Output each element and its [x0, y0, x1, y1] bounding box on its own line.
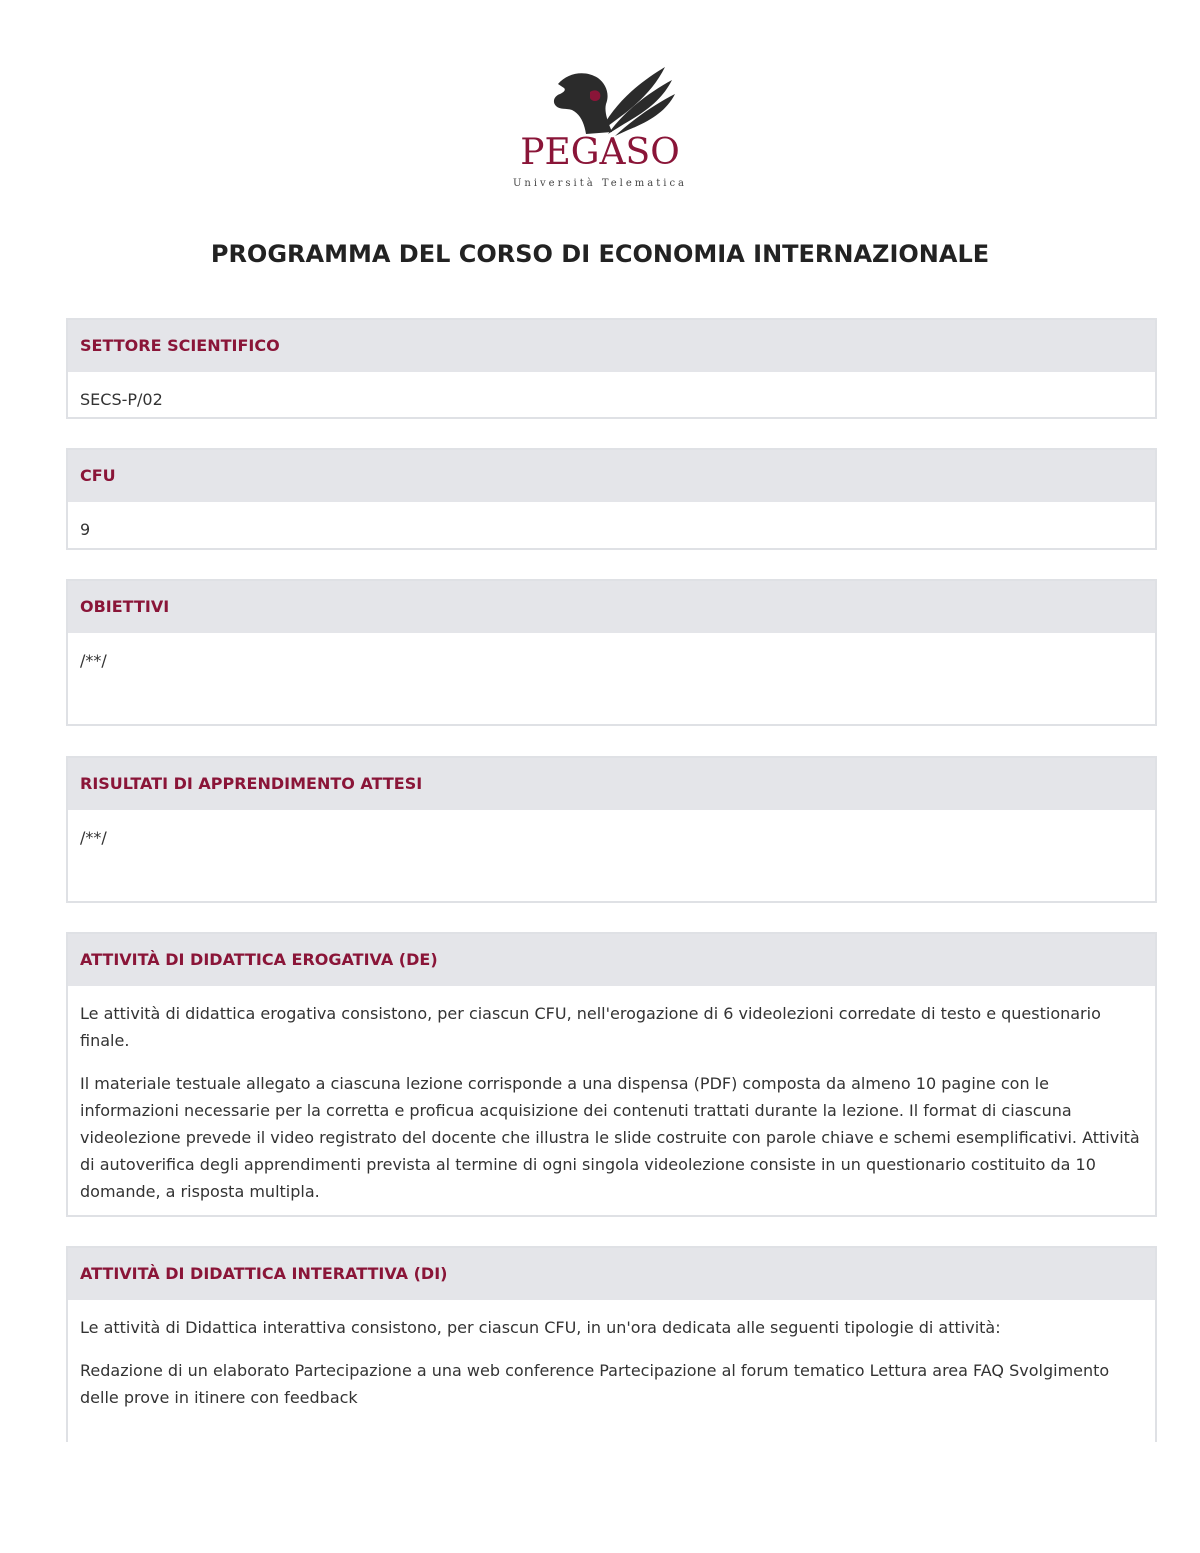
section-heading: SETTORE SCIENTIFICO	[68, 320, 1155, 372]
section-paragraph: Redazione di un elaborato Partecipazione a una web conference Partecipazione al forum tematico Lettura area FAQ Svolgimento delle prove in itinere con feedback	[80, 1361, 1110, 1407]
section-paragraph: Le attività di didattica erogativa consistono, per ciascun CFU, nell'erogazione di 6 videolezioni corredate di testo e questionario finale.	[80, 1004, 1101, 1050]
section-paragraph: Le attività di Didattica interattiva consistono, per ciascun CFU, in un'ora dedicata alle seguenti tipologie di attività:	[80, 1318, 1001, 1337]
section-heading: ATTIVITÀ DI DIDATTICA EROGATIVA (DE)	[68, 934, 1155, 986]
section-heading: RISULTATI DI APPRENDIMENTO ATTESI	[68, 758, 1155, 810]
section-paragraph: SECS-P/02	[80, 390, 163, 409]
section-body	[68, 633, 1155, 686]
section-paragraph: /**/	[80, 651, 107, 670]
section-settore-scientifico	[66, 318, 1157, 419]
section-paragraph: 9	[80, 520, 91, 539]
section-didattica-erogativa	[66, 932, 1157, 1217]
section-obiettivi	[66, 579, 1157, 726]
section-heading: OBIETTIVI	[68, 581, 1155, 633]
section-risultati-apprendimento	[66, 756, 1157, 903]
section-body	[68, 1300, 1155, 1423]
brand-subtitle: Università Telematica	[512, 178, 688, 189]
section-body	[68, 986, 1155, 1217]
section-heading: ATTIVITÀ DI DIDATTICA INTERATTIVA (DI)	[68, 1248, 1155, 1300]
section-heading: CFU	[68, 450, 1155, 502]
section-paragraph: Il materiale testuale allegato a ciascuna lezione corrisponde a una dispensa (PDF) composta da almeno 10 pagine con le informazioni necessarie per la corretta e proficua acquisizione dei contenuti trattati durante la lezione. Il format di ciascuna videolezione prevede il video registrato del docente che illustra le slide costruite con parole chiave e schemi esemplificativi. Attività di autoverifica degli apprendimenti prevista al termine di ogni singola videolezione consiste in un questionario costituito da 10 domande, a risposta multipla.	[80, 1074, 1140, 1201]
section-body	[68, 372, 1155, 425]
brand-name: PEGASO	[520, 132, 680, 173]
winged-horse-icon	[520, 62, 690, 137]
section-body	[68, 810, 1155, 863]
page-title: PROGRAMMA DEL CORSO DI ECONOMIA INTERNAZIONALE	[210, 240, 990, 268]
section-didattica-interattiva	[66, 1246, 1157, 1442]
section-cfu	[66, 448, 1157, 550]
section-body	[68, 502, 1155, 555]
section-paragraph: /**/	[80, 828, 107, 847]
